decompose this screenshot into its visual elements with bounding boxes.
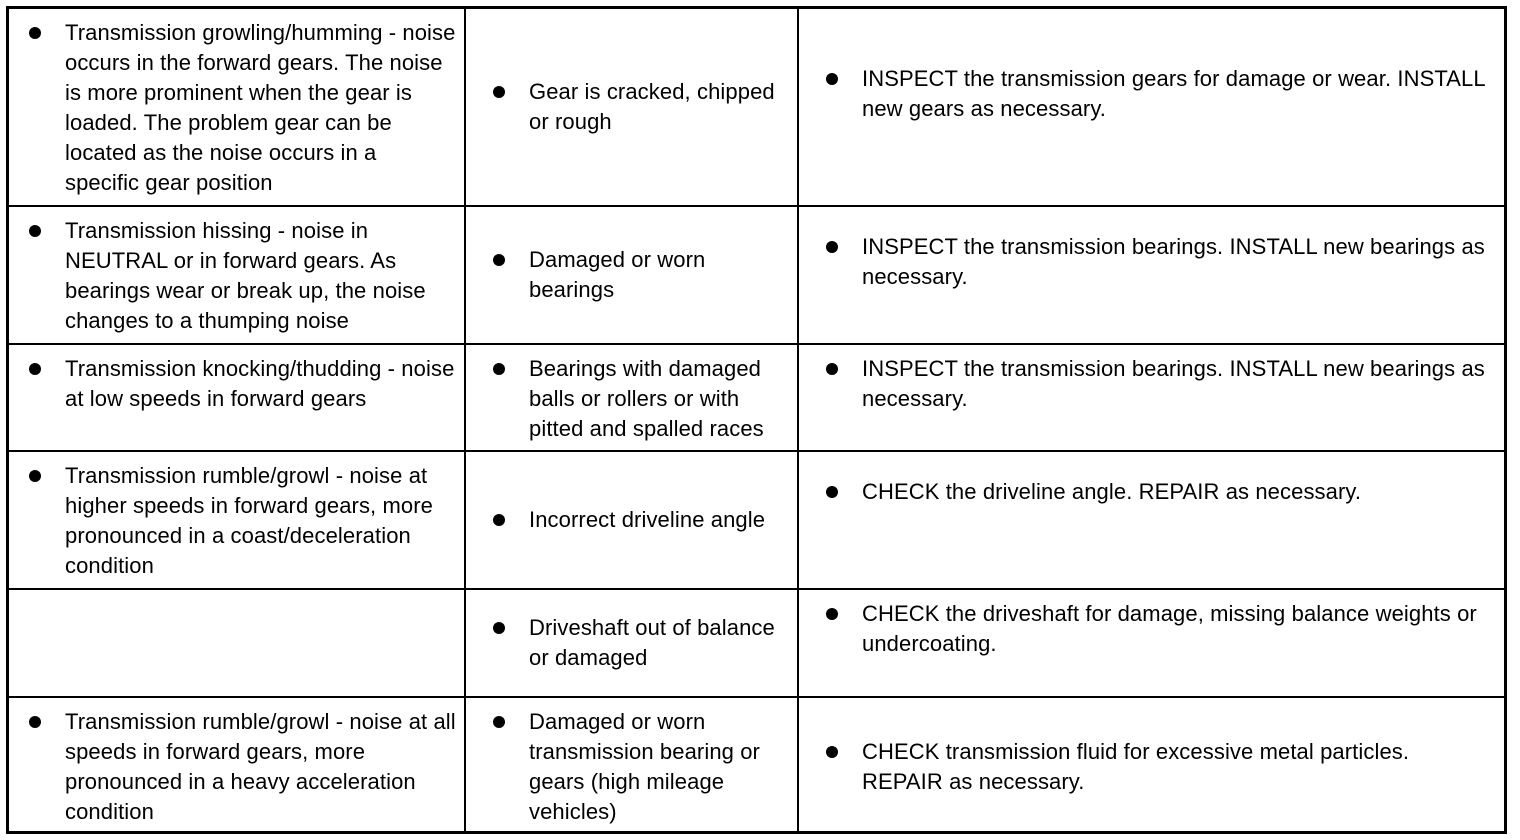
bullet-icon <box>493 363 505 375</box>
action-item <box>826 64 1496 124</box>
cause-cell <box>466 207 799 345</box>
bullet-icon <box>29 470 41 482</box>
condition-cell <box>9 207 466 345</box>
bullet-icon <box>826 363 838 375</box>
cause-cell <box>466 345 799 452</box>
bullet-icon <box>493 514 505 526</box>
action-text: INSPECT the transmission gears for damage or wear. INSTALL new gears as necessary. <box>862 66 1485 121</box>
cause-text: Driveshaft out of balance or damaged <box>529 615 775 670</box>
action-text: CHECK the driveshaft for damage, missing balance weights or undercoating. <box>862 601 1477 656</box>
condition-cell <box>9 345 466 452</box>
condition-cell <box>9 9 466 207</box>
bullet-icon <box>29 363 41 375</box>
bullet-icon <box>493 622 505 634</box>
bullet-icon <box>493 254 505 266</box>
action-cell <box>799 590 1504 698</box>
action-text: INSPECT the transmission bearings. INSTALL new bearings as necessary. <box>862 234 1485 289</box>
bullet-icon <box>493 716 505 728</box>
condition-text <box>29 599 456 696</box>
cause-text: Gear is cracked, chipped or rough <box>529 79 775 134</box>
condition-item <box>29 707 456 827</box>
bullet-icon <box>29 225 41 237</box>
action-cell <box>799 207 1504 345</box>
cause-text: Bearings with damaged balls or rollers or with pitted and spalled races <box>529 356 764 441</box>
bullet-icon <box>29 716 41 728</box>
cause-cell <box>466 452 799 590</box>
condition-item <box>29 461 456 581</box>
action-cell <box>799 452 1504 590</box>
action-cell <box>799 698 1504 831</box>
bullet-icon <box>826 241 838 253</box>
action-item <box>826 737 1496 797</box>
cause-item <box>493 613 793 673</box>
bullet-icon <box>826 746 838 758</box>
condition-text: Transmission hissing - noise in NEUTRAL or in forward gears. As bearings wear or break up, the noise changes to a thumping noise <box>65 218 426 333</box>
action-text: CHECK the driveline angle. REPAIR as necessary. <box>862 479 1362 504</box>
cause-item <box>493 245 793 305</box>
bullet-icon <box>29 27 41 39</box>
bullet-icon <box>493 86 505 98</box>
condition-cell <box>9 698 466 831</box>
condition-cell-empty <box>9 590 466 698</box>
action-item <box>826 599 1496 659</box>
cause-cell <box>466 698 799 831</box>
bullet-icon <box>826 486 838 498</box>
cause-cell <box>466 590 799 698</box>
action-text: CHECK transmission fluid for excessive metal particles. REPAIR as necessary. <box>862 739 1410 794</box>
diagnosis-table <box>6 6 1507 834</box>
condition-text: Transmission rumble/growl - noise at higher speeds in forward gears, more pronounced in a coast/deceleration condition <box>65 463 434 578</box>
cause-cell <box>466 9 799 207</box>
action-cell <box>799 345 1504 452</box>
condition-text: Transmission knocking/thudding - noise at low speeds in forward gears <box>65 356 455 411</box>
condition-text: Transmission growling/humming - noise occurs in the forward gears. The noise is more prominent when the gear is loaded. The problem gear can be located as the noise occurs in a specific gear position <box>65 20 456 195</box>
condition-item <box>29 354 456 414</box>
cause-item <box>493 354 793 444</box>
condition-item <box>29 18 456 198</box>
cause-text: Incorrect driveline angle <box>529 507 766 532</box>
bullet-icon <box>826 73 838 85</box>
cause-text: Damaged or worn transmission bearing or gears (high mileage vehicles) <box>529 709 760 824</box>
cause-text: Damaged or worn bearings <box>529 247 706 302</box>
cause-item <box>493 707 793 827</box>
condition-text: Transmission rumble/growl - noise at all speeds in forward gears, more pronounced in a heavy acceleration condition <box>65 709 456 824</box>
condition-item <box>29 216 456 336</box>
condition-cell <box>9 452 466 590</box>
action-item <box>826 477 1496 507</box>
bullet-icon <box>826 608 838 620</box>
action-item <box>826 232 1496 292</box>
action-item <box>826 354 1496 414</box>
action-cell <box>799 9 1504 207</box>
cause-item <box>493 505 793 535</box>
action-text: INSPECT the transmission bearings. INSTALL new bearings as necessary. <box>862 356 1485 411</box>
cause-item <box>493 77 793 137</box>
